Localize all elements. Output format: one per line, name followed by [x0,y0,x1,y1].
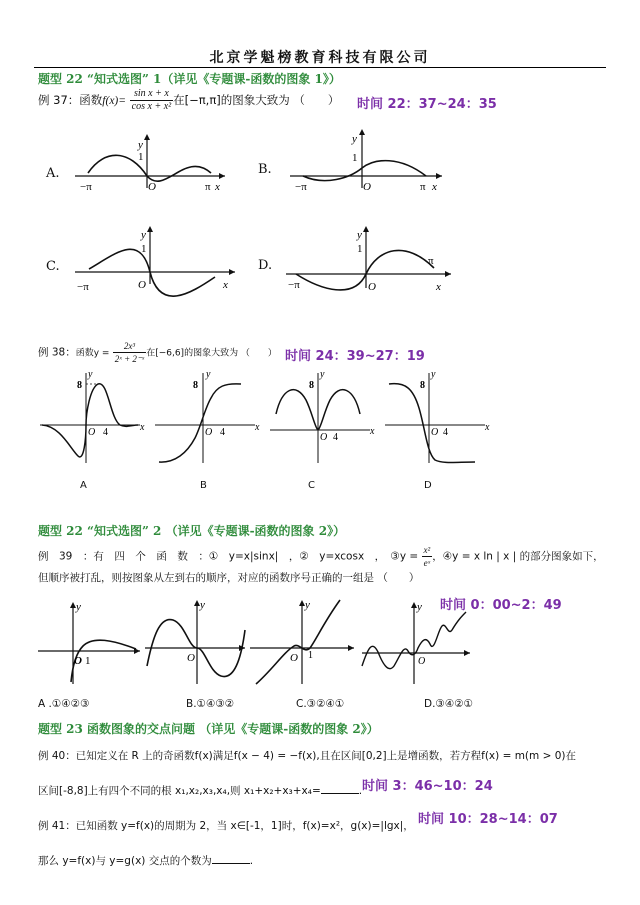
tick-8-label: 8 [309,380,314,391]
y-label: y [88,369,93,380]
origin-label: O [88,427,96,438]
origin-label: O [290,652,298,664]
x-label: x [370,426,375,437]
one-label: 1 [141,243,147,255]
curve [89,249,215,296]
topic-heading-3: 题型 23 函数图象的交点问题 （详见《专题课-函数的图象 2》） [38,722,379,736]
y-label: y [138,139,143,151]
q37-suffix: 在[−π,π]的图象大致为 （ ） [173,93,340,107]
tick-4-label: 4 [443,427,448,438]
tick-8-label: 8 [193,380,198,391]
pi-label: π [428,255,434,267]
y-axis-arrow [144,134,150,140]
tick-4-label: 4 [103,427,108,438]
origin-label: O [363,181,371,193]
topic-heading-2: 题型 22 “知式选图” 2 （详见《专题课-函数的图象 2》） [38,524,346,538]
q37-time: 时间 22：37~24：35 [357,97,497,112]
q40-answer-blank [321,782,359,794]
y-label: y [141,229,146,241]
x-label: x [140,422,145,433]
x-axis-arrow [445,271,451,277]
q37-question [38,88,339,113]
pi-label: π [205,181,211,193]
curve [256,600,340,684]
q37-option-a-label: A. [46,166,60,181]
q39-fraction [422,544,433,569]
q38-prefix: 例 38： [38,346,76,359]
y-axis-arrow [363,226,369,232]
one-label: 1 [138,151,144,163]
origin-label: O [138,279,146,291]
q38-suffix: 在[−6,6]的图象大致为 （ ） [146,348,277,359]
q38-caption-c: C [308,480,315,491]
x-axis-arrow [229,269,235,275]
q38-fraction [113,340,146,365]
x-label: x [215,181,220,193]
neg-pi-label: −π [77,281,89,293]
tick-4-label: 4 [333,432,338,443]
tick-8-label: 8 [420,380,425,391]
q38-caption-d: D [424,480,432,491]
origin-label: O [205,427,213,438]
x-label: x [485,422,490,433]
q39-graph-4 [362,596,477,686]
q39-denominator: eˣ [423,558,431,568]
q37-denominator: cos x + x² [131,101,172,112]
origin-label: O [148,181,156,193]
q39-answer-c: C.③②④① [296,698,345,710]
curve [42,384,138,457]
curve [389,384,475,463]
one-label: 1 [352,152,358,164]
origin-label: O [368,281,376,293]
q39-line1-b: ，④y = x ln | x | 的部分图象如下， [432,550,604,563]
q39-line1-a: 例 39 ：有 四 个 函 数 ：① y=x|sinx| ，② y=xcosx ， ③y = [38,550,419,563]
q41-answer-blank [212,852,250,864]
q40-time: 时间 3：46~10：24 [362,779,493,794]
q37-graph-c [75,222,245,302]
pi-label: π [420,181,426,193]
curve [303,161,426,181]
x-label: x [436,281,441,293]
page-header-title: 北京学魁榜教育科技有限公司 [209,50,431,66]
y-label: y [357,229,362,241]
q37-graph-a [75,128,235,198]
q37-numerator: sin x + x [130,88,173,101]
y-label: y [200,599,205,611]
q41-line1: 例 41：已知函数 y=f(x)的周期为 2，当 x∈[-1，1]时，f(x)=x²，g(x)=|lgx|， [38,820,414,832]
x-label: x [223,279,228,291]
x-axis-arrow [348,645,354,651]
header-divider [34,67,606,68]
origin-label: O [187,652,195,664]
y-label: y [320,369,325,380]
y-label: y [206,369,211,380]
q38-caption-a: A [80,480,87,491]
q41-line2: 那么 y=f(x)与 y=g(x) 交点的个数为 . [38,852,253,868]
q38-question [38,340,277,365]
one-label: 1 [357,243,363,255]
q39-answer-d: D.③④②① [424,698,474,710]
q38-time: 时间 24：39~27：19 [285,349,425,364]
x-axis-arrow [436,173,442,179]
x-label: x [255,422,260,433]
q39-graph-1 [38,596,148,686]
q39-answer-b: B.①④③② [186,698,235,710]
q38-graph-a [40,368,150,468]
q38-fn-lhs: 函数y = [75,348,110,359]
q37-option-b-label: B. [258,162,272,177]
y-label: y [305,599,310,611]
q41-time: 时间 10：28~14：07 [418,812,558,827]
q41-line2-text: 那么 y=f(x)与 y=g(x) 交点的个数为 [38,855,212,867]
curve [88,155,211,181]
x-label: x [432,181,437,193]
q39-line2: 但顺序被打乱，则按图象从左到右的顺序，对应的函数序号正确的一组是 （ ） [38,572,420,584]
q39-time: 时间 0：00~2：49 [440,598,562,613]
q37-fn-lhs: f(x)= [102,95,127,107]
q38-caption-b: B [200,480,207,491]
origin-label: O [74,655,82,667]
q40-line2: 区间[-8,8]上有四个不同的根 x₁,x₂,x₃,x₄,则 x₁+x₂+x₃+x₄= . [38,782,362,798]
one-label: 1 [308,650,313,661]
topic-heading-1: 题型 22 “知式选图” 1（详见《专题课-函数的图象 1》） [38,72,341,86]
x-axis-arrow [464,650,470,656]
q38-graph-c [270,368,380,468]
neg-pi-label: −π [295,181,307,193]
origin-label: O [320,432,328,443]
q37-graph-d [286,222,456,302]
q39-graph-3 [250,596,360,686]
q37-option-d-label: D. [258,258,273,273]
neg-pi-label: −π [288,279,300,291]
curve [159,384,241,462]
q37-option-c-label: C. [46,259,60,274]
q39-numerator: x² [423,545,431,555]
tick-4-label: 4 [220,427,225,438]
neg-pi-label: −π [80,181,92,193]
y-axis-arrow [147,226,153,232]
q39-line1 [38,544,604,569]
q38-numerator: 2x³ [113,340,146,353]
q37-fraction [130,88,173,113]
origin-label: O [431,427,439,438]
y-label: y [431,369,436,380]
q37-graph-b [290,128,450,198]
one-label: 1 [85,655,91,667]
q38-graph-b [155,368,265,468]
x-axis-arrow [219,173,225,179]
curve [296,250,434,290]
q40-line1: 例 40：已知定义在 R 上的奇函数f(x)满足f(x − 4) = −f(x),且在区间[0,2]上是增函数，若方程f(x) = m(m > 0)在 [38,750,577,762]
y-label: y [76,601,81,613]
q37-prefix: 例 37：函数 [38,93,103,107]
q38-denominator: 2ˣ + 2⁻ˣ [114,354,145,364]
q39-answer-a: A .①④②③ [38,698,90,710]
tick-8-label: 8 [77,380,82,391]
origin-label: O [418,656,426,667]
y-label: y [352,133,357,145]
q38-graph-d [385,368,495,468]
q40-line2-text: 区间[-8,8]上有四个不同的根 x₁,x₂,x₃,x₄,则 x₁+x₂+x₃+x₄= [38,785,321,797]
y-label: y [417,601,422,613]
q39-graph-2 [145,596,255,686]
y-axis-arrow [359,129,365,135]
